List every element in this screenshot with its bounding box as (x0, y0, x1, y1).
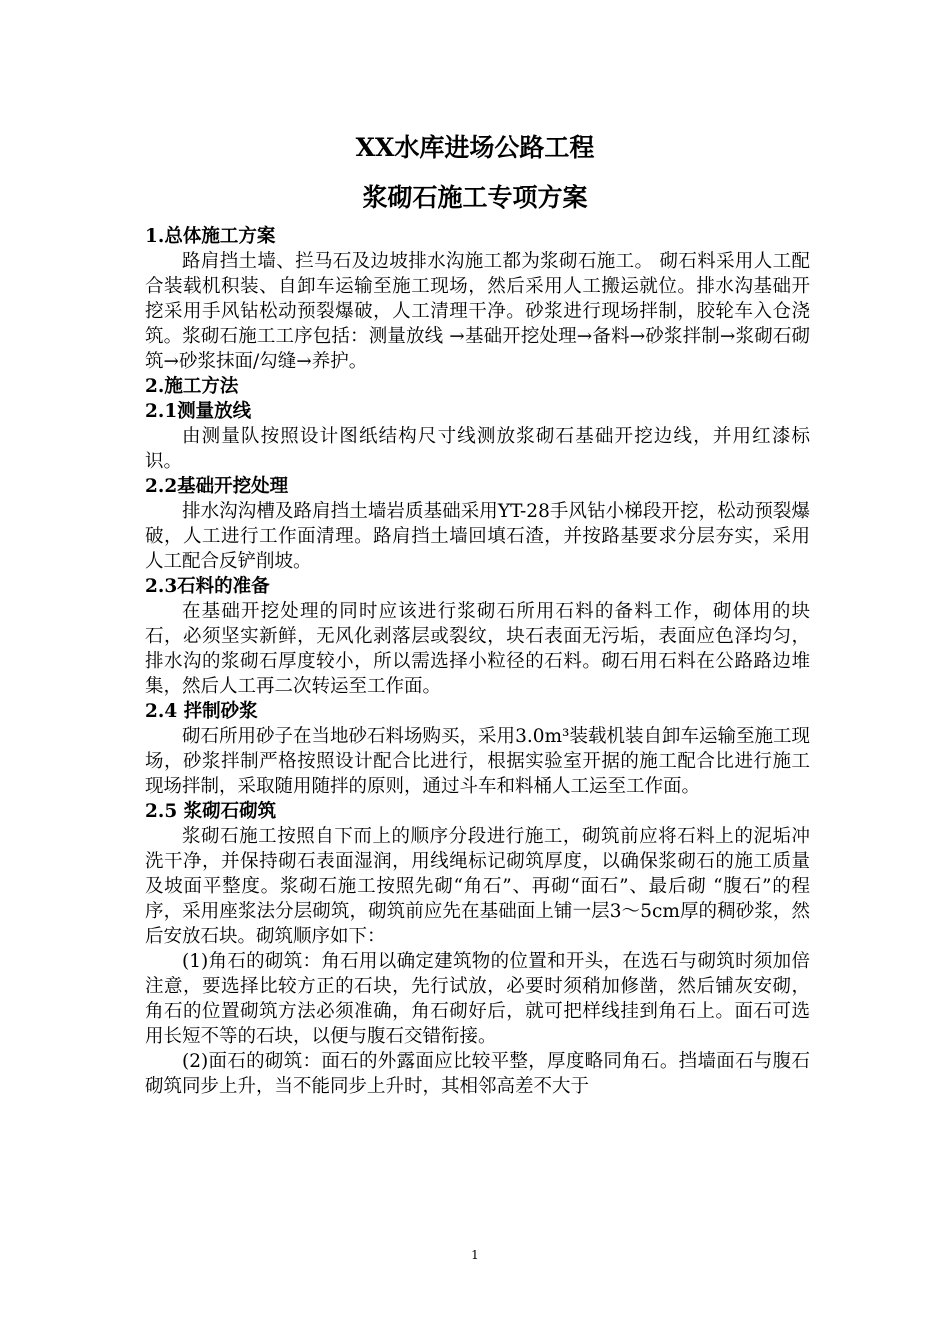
section-2-1-heading: 2.1测量放线 (145, 401, 252, 422)
section-1-heading: 1.总体施工方案 (145, 226, 276, 247)
section-2-2-heading: 2.2基础开挖处理 (145, 476, 289, 497)
document-body (145, 224, 810, 1099)
document-subtitle: 浆砌石施工专项方案 (362, 183, 588, 212)
section-2-heading: 2.施工方法 (145, 376, 239, 397)
page-number: 1 (471, 1248, 479, 1262)
section-2-5-paragraph: 浆砌石施工按照自下而上的顺序分段进行施工，砌筑前应将石料上的泥垢冲洗干净，并保持砌石表面湿润，用线绳标记砌筑厚度，以确保浆砌石的施工质量及坡面平整度。浆砌石施工按照先砌“角石”、再砌“面石”、最后砌 “腹石”的程序，采用座浆法分层砌筑，砌筑前应先在基础面上铺一层3～5cm厚的稠砂浆，然后安放石块。砌筑顺序如下： (145, 826, 810, 947)
section-2-1-paragraph: 由测量队按照设计图纸结构尺寸线测放浆砌石基础开挖边线，并用红漆标识。 (145, 426, 810, 472)
section-2-3-paragraph: 在基础开挖处理的同时应该进行浆砌石所用石料的备料工作，砌体用的块石，必须坚实新鲜，无风化剥落层或裂纹，块石表面无污垢，表面应色泽均匀，排水沟的浆砌石厚度较小，所以需选择小粒径的石料。砌石用石料在公路路边堆集，然后人工再二次转运至工作面。 (145, 601, 810, 697)
document-title: XX水库进场公路工程 (355, 133, 595, 162)
section-2-4-paragraph: 砌石所用砂子在当地砂石料场购买，采用3.0m³装载机装自卸车运输至施工现场，砂浆拌制严格按照设计配合比进行，根据实验室开据的施工配合比进行施工现场拌制，采取随用随拌的原则，通过斗车和料桶人工运至工作面。 (145, 726, 810, 797)
section-2-5-heading: 2.5 浆砌石砌筑 (145, 801, 277, 822)
section-2-3-heading: 2.3石料的准备 (145, 576, 270, 597)
section-2-5-item-2: (2)面石的砌筑：面石的外露面应比较平整，厚度略同角石。挡墙面石与腹石砌筑同步上升，当不能同步上升时，其相邻高差不大于 (145, 1051, 810, 1097)
section-2-2-paragraph: 排水沟沟槽及路肩挡土墙岩质基础采用YT-28手风钻小梯段开挖，松动预裂爆破，人工进行工作面清理。路肩挡土墙回填石渣，并按路基要求分层夯实，采用人工配合反铲削坡。 (145, 501, 810, 572)
section-1-paragraph: 路肩挡土墙、拦马石及边坡排水沟施工都为浆砌石施工。 砌石料采用人工配合装载机积装、自卸车运输至施工现场，然后采用人工搬运就位。排水沟基础开挖采用手风钻松动预裂爆破，人工清理干净。砂浆进行现场拌制，胶轮车入仓浇筑。浆砌石施工工序包括：测量放线 →基础开挖处理→备料→砂浆拌制→浆砌石砌筑→砂浆抹面/勾缝→养护。 (145, 251, 810, 372)
section-2-4-heading: 2.4 拌制砂浆 (145, 701, 258, 722)
section-2-5-item-1: (1)角石的砌筑：角石用以确定建筑物的位置和开头，在选石与砌筑时须加倍注意，要选择比较方正的石块，先行试放，必要时须稍加修凿，然后铺灰安砌，角石的位置砌筑方法必须准确，角石砌好后，就可把样线挂到角石上。面石可选用长短不等的石块，以便与腹石交错衔接。 (145, 951, 810, 1047)
